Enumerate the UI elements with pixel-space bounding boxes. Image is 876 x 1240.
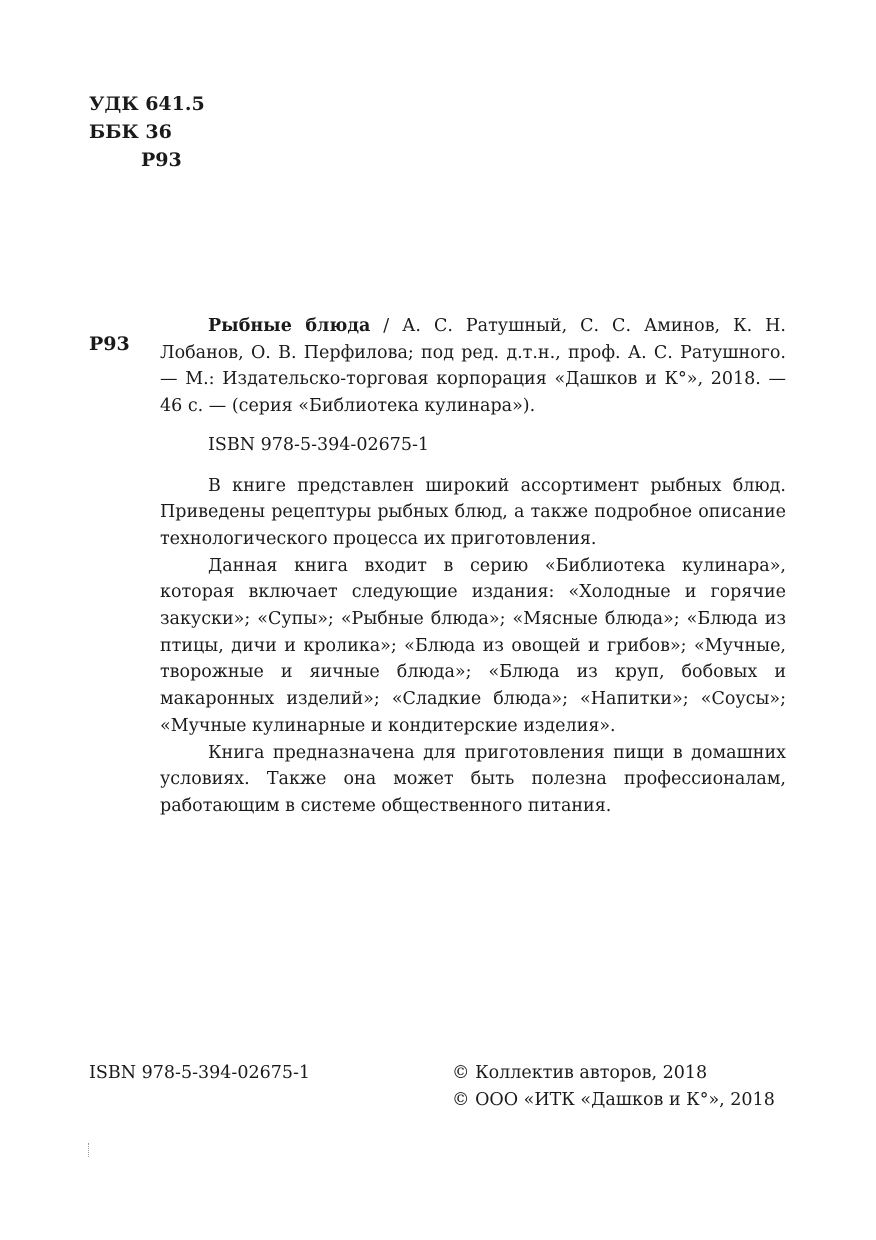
annotation-paragraph: Книга предназначена для приготовления пищи в домашних условиях. Также она может быть полезна профессионалам, работающим в системе общественного питания. — [160, 742, 786, 816]
annotation-paragraph: В книге представлен широкий ассортимент рыбных блюд. Приведены рецептуры рыбных блюд, а также подробное описание технологического процесса их приготовления. — [160, 475, 786, 549]
bibliographic-description — [160, 313, 786, 420]
book-title: Рыбные блюда — [208, 316, 371, 336]
copyright-publisher: © ООО «ИТК «Дашков и К°», 2018 — [452, 1089, 775, 1110]
classification-block — [89, 90, 205, 174]
bibliographic-record — [160, 313, 786, 820]
bbk-code: ББК 36 — [89, 121, 172, 143]
record-isbn: ISBN 978-5-394-02675-1 — [208, 434, 430, 455]
footer-isbn: ISBN 978-5-394-02675-1 — [89, 1063, 311, 1083]
copyright-authors: © Коллектив авторов, 2018 — [452, 1063, 708, 1083]
record-author-mark: Р93 — [89, 333, 130, 355]
copyright-block — [452, 1060, 775, 1113]
bibliographic-details: / А. С. Ратушный, С. С. Аминов, К. Н. Лобанов, О. В. Перфилова; под ред. д.т.н., проф. А. С. Ратушного. — М.: Издательско-торговая корпорация «Дашков и К°», 2018. — 46 с. — (серия «Библиотека кулинара»). — [160, 316, 786, 417]
annotation-paragraph: Данная книга входит в серию «Библиотека кулинара», которая включает следующие издания: «Холодные и горячие закуски»; «Супы»; «Рыбные блюда»; «Мясные блюда»; «Блюда из птицы, дичи и кролика»; «Блюда из овощей и грибов»; «Мучные, творожные и яичные блюда»; «Блюда из круп, бобовых и макаронных изделий»; «Сладкие блюда»; «Напитки»; «Соусы»; «Мучные кулинарные и кондитерские изделия». — [160, 555, 786, 736]
udk-code: УДК 641.5 — [89, 93, 205, 115]
author-mark: Р93 — [141, 149, 182, 171]
crop-mark — [88, 1143, 90, 1157]
